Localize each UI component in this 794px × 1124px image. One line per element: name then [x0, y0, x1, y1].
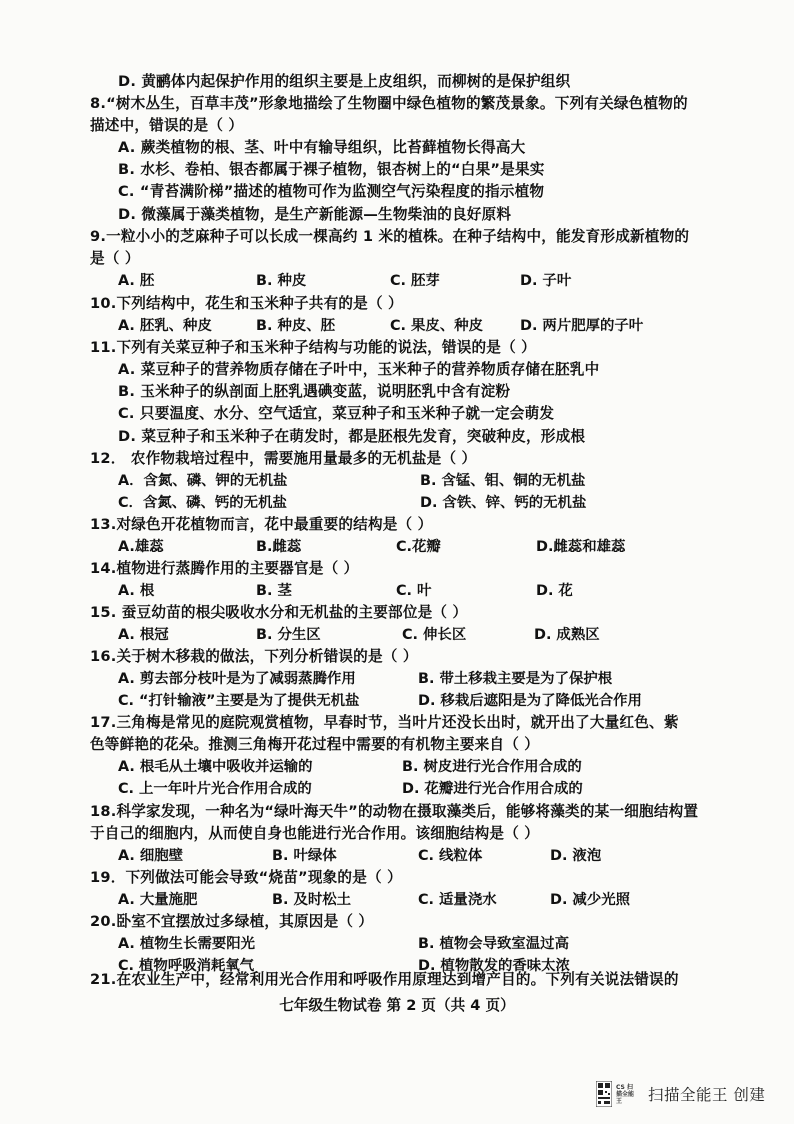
q11-option-d: D. 菜豆种子和玉米种子在萌发时，都是胚根先发育，突破种皮，形成根	[118, 428, 586, 445]
q19-option-c: C. 适量浇水	[418, 892, 497, 908]
q19-option-a: A. 大量施肥	[118, 892, 198, 908]
q14-option-b: B. 茎	[256, 583, 292, 599]
q18-option-d: D. 液泡	[550, 848, 602, 864]
q11-stem: 11.下列有关菜豆种子和玉米种子结构与功能的说法，错误的是（ ）	[90, 339, 536, 356]
q20-stem: 20.卧室不宜摆放过多绿植，其原因是（ ）	[90, 913, 374, 930]
q10-option-c: C. 果皮、种皮	[390, 318, 483, 334]
scanner-watermark	[596, 1080, 786, 1108]
q8-option-b: B. 水杉、卷柏、银杏都属于裸子植物，银杏树上的“白果”是果实	[118, 161, 545, 178]
q8-option-c: C. “青苔满阶梯”描述的植物可作为监测空气污染程度的指示植物	[118, 183, 545, 200]
q18-stem-line2: 于自己的细胞内，从而使自身也能进行光合作用。该细胞结构是（ ）	[90, 825, 540, 842]
scanner-label: 扫描全能王 创建	[648, 1086, 766, 1104]
q11-option-a: A. 菜豆种子的营养物质存储在子叶中，玉米种子的营养物质存储在胚乳中	[118, 361, 600, 378]
q13-option-d: D.雌蕊和雄蕊	[536, 539, 626, 555]
q16-option-a: A. 剪去部分枝叶是为了减弱蒸腾作用	[118, 671, 356, 687]
q15-stem: 15. 蚕豆幼苗的根尖吸收水分和无机盐的主要部位是（ ）	[90, 604, 468, 621]
q16-option-c: C. “打针输液”主要是为了提供无机盐	[118, 693, 360, 709]
q9-option-c: C. 胚芽	[390, 273, 440, 289]
qr-code-icon	[596, 1081, 612, 1107]
q16-option-b: B. 带土移栽主要是为了保护根	[418, 671, 613, 687]
q14-option-c: C. 叶	[396, 583, 432, 599]
q11-option-c: C. 只要温度、水分、空气适宜，菜豆种子和玉米种子就一定会萌发	[118, 405, 555, 422]
q8-option-a: A. 蕨类植物的根、茎、叶中有输导组织，比苔藓植物长得高大	[118, 139, 526, 156]
scanner-logo-text: CS 扫描全能王	[616, 1083, 635, 1105]
page-footer: 七年级生物试卷 第 2 页（共 4 页）	[279, 997, 515, 1014]
q13-option-c: C.花瓣	[396, 539, 441, 555]
q19-option-b: B. 及时松土	[272, 892, 352, 908]
q17-stem-line1: 17.三角梅是常见的庭院观赏植物，早春时节，当叶片还没长出时，就开出了大量红色、紫	[90, 714, 679, 731]
q18-stem-line1: 18.科学家发现，一种名为“绿叶海天牛”的动物在摄取藻类后，能够将藻类的某一细胞结构置	[90, 803, 699, 820]
q9-option-d: D. 子叶	[520, 273, 572, 289]
q12-option-a: A．含氮、磷、钾的无机盐	[118, 473, 288, 489]
q17-option-c: C. 上一年叶片光合作用合成的	[118, 781, 312, 797]
q20-option-b: B. 植物会导致室温过高	[418, 936, 569, 952]
scanner-logo	[616, 1084, 634, 1105]
q14-option-d: D. 花	[536, 583, 573, 599]
q15-option-d: D. 成熟区	[534, 627, 600, 643]
q14-option-a: A. 根	[118, 583, 155, 599]
q19-stem: 19．下列做法可能会导致“烧苗”现象的是（ ）	[90, 869, 402, 886]
q10-option-a: A. 胚乳、种皮	[118, 318, 212, 334]
q13-option-b: B.雌蕊	[256, 539, 302, 555]
q15-option-b: B. 分生区	[256, 627, 321, 643]
q8-stem-line2: 描述中，错误的是（ ）	[90, 117, 244, 134]
q9-stem-line2: 是（ ）	[90, 250, 140, 267]
q20-option-d: D. 植物散发的香味太浓	[418, 958, 570, 974]
q18-option-b: B. 叶绿体	[272, 848, 337, 864]
q20-option-c: C. 植物呼吸消耗氧气	[118, 958, 255, 974]
q8-option-d: D. 微藻属于藻类植物，是生产新能源—生物柴油的良好原料	[118, 206, 512, 223]
q9-option-b: B. 种皮	[256, 273, 307, 289]
q15-option-c: C. 伸长区	[402, 627, 467, 643]
q18-option-c: C. 线粒体	[418, 848, 483, 864]
q8-stem-line1: 8.“树木丛生，百草丰茂”形象地描绘了生物圈中绿色植物的繁茂景象。下列有关绿色植物的	[90, 95, 688, 112]
q17-option-d: D. 花瓣进行光合作用合成的	[402, 781, 583, 797]
q15-option-a: A. 根冠	[118, 627, 169, 643]
q12-option-b: B. 含锰、钼、铜的无机盐	[420, 473, 586, 489]
q11-option-b: B. 玉米种子的纵剖面上胚乳遇碘变蓝，说明胚乳中含有淀粉	[118, 383, 511, 400]
q21-stem: 21.在农业生产中，经常利用光合作用和呼吸作用原理达到增产目的。下列有关说法错误的	[90, 971, 679, 988]
q10-stem: 10.下列结构中，花生和玉米种子共有的是（ ）	[90, 295, 403, 312]
q17-stem-line2: 色等鲜艳的花朵。推测三角梅开花过程中需要的有机物主要来自（ ）	[90, 736, 540, 753]
q14-stem: 14.植物进行蒸腾作用的主要器官是（ ）	[90, 560, 359, 577]
q13-option-a: A.雄蕊	[118, 539, 164, 555]
q18-option-a: A. 细胞壁	[118, 848, 184, 864]
q19-option-d: D. 减少光照	[550, 892, 630, 908]
q12-option-c: C．含氮、磷、钙的无机盐	[118, 495, 287, 511]
q12-option-d: D. 含铁、锌、钙的无机盐	[420, 495, 587, 511]
q12-stem: 12． 农作物栽培过程中，需要施用量最多的无机盐是（ ）	[90, 450, 477, 467]
q13-stem: 13.对绿色开花植物而言，花中最重要的结构是（ ）	[90, 516, 433, 533]
q10-option-b: B. 种皮、胚	[256, 318, 336, 334]
q16-stem: 16.关于树木移栽的做法，下列分析错误的是（ ）	[90, 648, 418, 665]
q17-option-b: B. 树皮进行光合作用合成的	[402, 759, 582, 775]
q7-option-d: D. 黄鹂体内起保护作用的组织主要是上皮组织，而柳树的是保护组织	[118, 73, 571, 90]
q9-option-a: A. 胚	[118, 273, 155, 289]
q9-stem-line1: 9.一粒小小的芝麻种子可以长成一棵高约 1 米的植株。在种子结构中，能发育形成新植物的	[90, 228, 690, 245]
q10-option-d: D. 两片肥厚的子叶	[520, 318, 644, 334]
q16-option-d: D. 移栽后遮阳是为了降低光合作用	[418, 693, 642, 709]
q17-option-a: A. 根毛从土壤中吸收并运输的	[118, 759, 313, 775]
q20-option-a: A. 植物生长需要阳光	[118, 936, 256, 952]
